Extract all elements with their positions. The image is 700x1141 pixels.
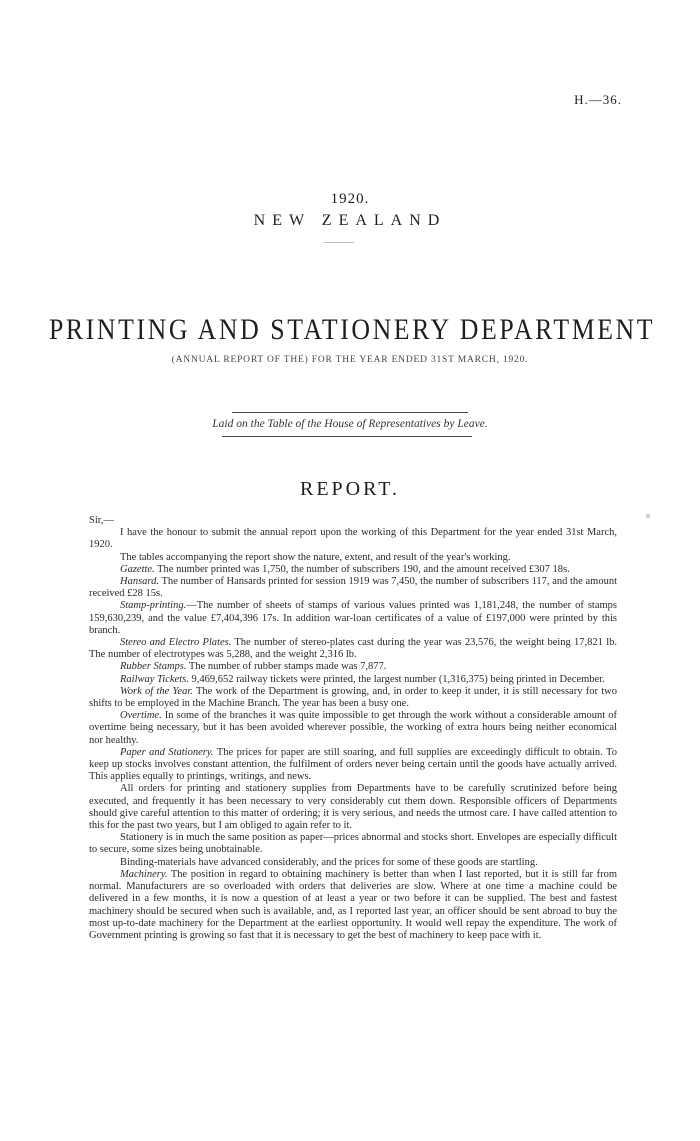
country-heading: NEW ZEALAND [253, 212, 447, 229]
paragraph-text: The number of stereo-plates cast during the year was 23,576, the weight being 17,821 lb. The number of electrotypes was 5,288, and the weight 2,316 lb. [89, 637, 617, 661]
paragraph [89, 527, 617, 551]
paragraph-lead: Work of the Year. [120, 685, 193, 697]
paragraph [89, 783, 617, 832]
paragraph [89, 576, 617, 600]
paragraph-text: The number of rubber stamps made was 7,877. [186, 661, 387, 673]
paragraph [89, 857, 617, 869]
paragraph-text: The prices for paper are still soaring, and full supplies are exceedingly difficult to obtain. To keep up stocks involves constant attention, the fulfilment of orders never being certain until the goods have actually arrived. This applies equally to printings, writings, and news. [89, 746, 617, 783]
paragraph [89, 661, 617, 673]
paragraph-lead: Overtime. [120, 710, 162, 722]
paragraph [89, 869, 617, 942]
paragraph-text: 9,469,652 railway tickets were printed, the largest number (1,316,375) being printed in December. [188, 673, 605, 685]
paragraph-lead: Paper and Stationery. [120, 746, 214, 758]
paragraph-text: Stationery is in much the same position as paper—prices abnormal and stocks short. Envelopes are especially difficult to secure, some sizes being unobtainable. [89, 832, 617, 856]
paragraph-text: —The number of sheets of stamps of various values printed was 1,181,248, the number of stamps 159,630,239, and the value £7,404,396 17s. In addition war-loan certificates of a value of £197,000 were printed by this branch. [89, 600, 617, 636]
paragraph-text: The position in regard to obtaining machinery is better than when I last reported, but it is still far from normal. Manufacturers are so overloaded with orders that deliveries are slow. Where at one time a machine could be delivered in a few months, it is now a question of at least a year or two before it can be supplied. The best and fastest machinery should be secured when such is available, and, as I reported last year, an officer should be sent abroad to buy the most up-to-date machinery for the Department at the earliest opportunity. It would well repay the expenditure. The work of Government printing is growing so fast that it is necessary to get the best of machinery to keep pace with it. [89, 868, 617, 941]
laid-on-table-note: Laid on the Table of the House of Representatives by Leave. [212, 418, 488, 430]
paragraph-text: All orders for printing and stationery supplies from Departments have to be carefully scrutinized before being executed, and frequently it has been necessary to very considerably cut them down. Responsible officers of Departments should give careful attention to this matter of ordering; it is very serious, and needs the utmost care. I have called attention to this for the past two years, but I am obliged to again refer to it. [89, 783, 617, 832]
paragraph-lead: Hansard. [120, 576, 159, 588]
report-year: 1920. [330, 191, 370, 207]
paragraph-text: The tables accompanying the report show the nature, extent, and result of the year's working. [120, 551, 511, 563]
paragraph-lead: Railway Tickets. [120, 673, 189, 685]
paragraph-lead: Stereo and Electro Plates. [120, 637, 232, 649]
paragraph-text: The work of the Department is growing, and, in order to keep it under, it is still necessary for two shifts to be employed in the Machine Branch. The year has been a busy one. [89, 685, 617, 710]
paragraph [89, 747, 617, 784]
salutation: Sir,— [89, 515, 114, 526]
paragraph [89, 674, 617, 686]
paragraph-lead: Gazette. [120, 563, 155, 575]
paragraph-text: The number of Hansards printed for session 1919 was 7,450, the number of subscribers 117, and the amount received £28 15s. [89, 576, 617, 600]
report-body [89, 515, 617, 942]
paragraph-text: In some of the branches it was quite impossible to get through the work without a considerable amount of overtime being necessary, but it has been avoided wherever possible, the working of extra hours being neither economical nor healthy. [89, 710, 617, 746]
paragraph [89, 832, 617, 856]
paragraph [89, 710, 617, 747]
divider [324, 242, 354, 243]
report-heading: REPORT. [300, 478, 400, 500]
paragraph [89, 564, 617, 576]
paragraph-text: Binding-materials have advanced considerably, and the prices for some of these goods are startling. [120, 856, 538, 868]
paragraph-text: I have the honour to submit the annual report upon the working of this Department for the year ended 31st March, 1920. [89, 527, 617, 551]
paragraph-lead: Stamp-printing. [120, 600, 187, 612]
paragraph-lead: Machinery. [120, 868, 168, 880]
paragraph-text: The number printed was 1,750, the number of subscribers 190, and the amount received £307 18s. [154, 563, 570, 575]
divider-top [232, 412, 468, 413]
margin-mark [646, 514, 650, 518]
parliamentary-paper-reference: H.—36. [574, 92, 622, 107]
paragraph [89, 637, 617, 661]
document-subtitle: (ANNUAL REPORT OF THE) FOR THE YEAR ENDED 31ST MARCH, 1920. [171, 355, 529, 365]
divider-bottom [222, 436, 472, 437]
paragraph-lead: Rubber Stamps. [120, 661, 187, 673]
document-title: PRINTING AND STATIONERY DEPARTMENT [49, 313, 656, 346]
paragraph [89, 552, 617, 564]
paragraph [89, 686, 617, 710]
paragraph [89, 600, 617, 637]
